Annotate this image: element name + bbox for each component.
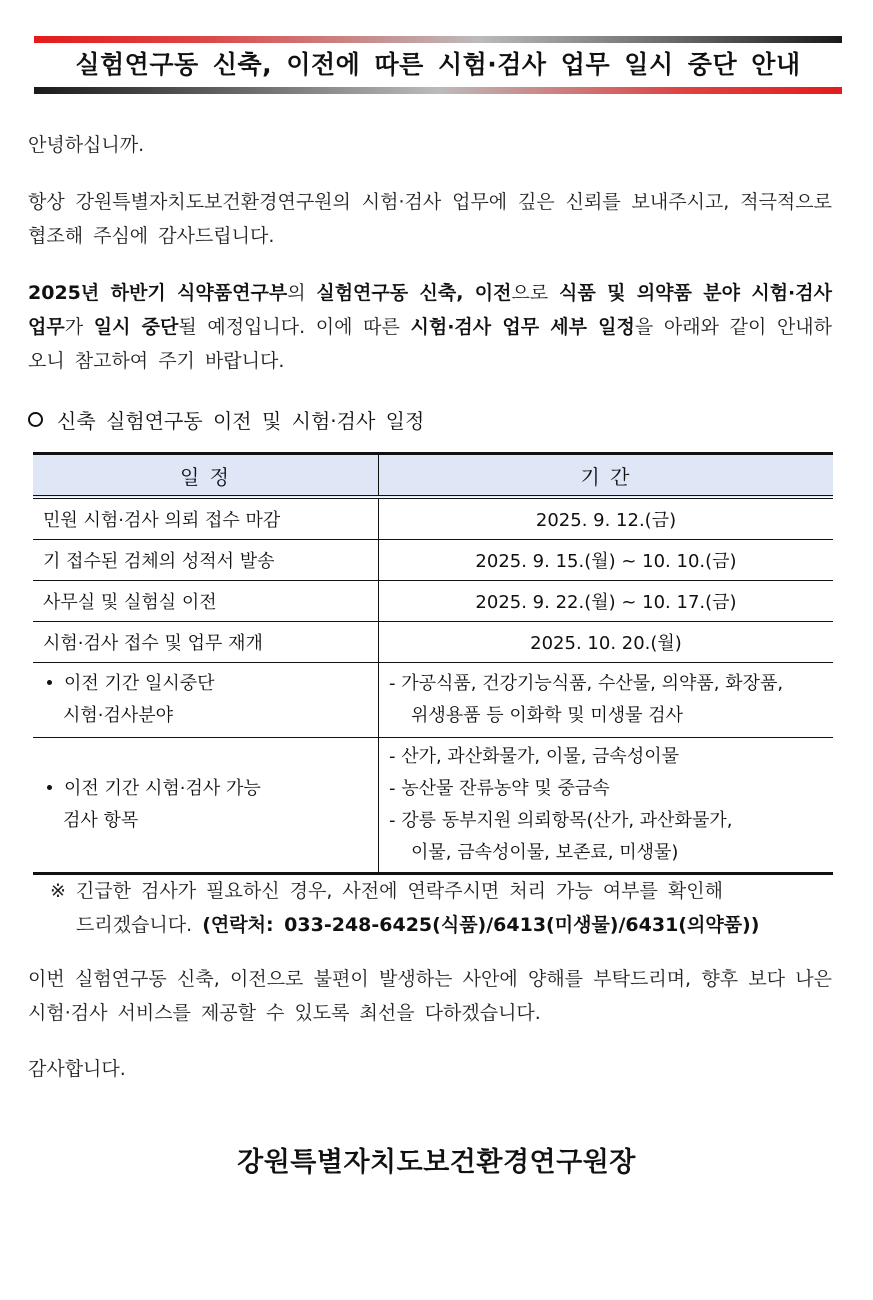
intro-paragraph: 항상 강원특별자치도보건환경연구원의 시험·검사 업무에 깊은 신뢰를 보내주시고, 적극적으로 협조해 주심에 감사드립니다. (28, 191, 832, 247)
table-row (33, 622, 833, 663)
title-top-rule (34, 36, 842, 43)
table-header-row (33, 454, 833, 498)
available-item: - 강릉 동부지원 의뢰항목(산가, 과산화물가, (389, 810, 733, 831)
suspended-label-line1: 이전 기간 일시중단 (64, 673, 215, 694)
schedule-cell: 사무실 및 실험실 이전 (33, 581, 379, 622)
thanks-text: 감사합니다. (28, 1058, 126, 1080)
title-bottom-rule (34, 87, 842, 94)
greeting: 안녕하십니까. (28, 134, 145, 156)
emphasis-affected-fields: 식품 및 의약품 분야 시험·검사 업무 (28, 282, 832, 338)
circle-bullet-icon (28, 412, 43, 427)
period-cell: 2025. 9. 12.(금) (535, 510, 677, 531)
schedule-cell: 시험·검사 접수 및 업무 재개 (33, 622, 379, 663)
title-banner (34, 36, 842, 94)
emphasis-suspension: 일시 중단 (93, 316, 179, 338)
table-row (33, 581, 833, 622)
header-period: 기 간 (379, 454, 834, 498)
text-fragment: 가 (64, 316, 94, 338)
available-item: - 농산물 잔류농약 및 중금속 (389, 778, 610, 799)
table-row-available (33, 738, 833, 874)
signature: 강원특별자치도보건환경연구원장 (237, 1147, 636, 1178)
emphasis-relocation: 실험연구동 신축, 이전 (316, 282, 512, 304)
emphasis-period-dept: 2025년 하반기 식약품연구부 (28, 282, 288, 304)
schedule-cell: 기 접수된 검체의 성적서 발송 (33, 540, 379, 581)
header-schedule: 일 정 (33, 454, 379, 498)
available-label-line1: 이전 기간 시험·검사 가능 (64, 778, 261, 799)
table-row (33, 497, 833, 540)
available-item-continuation: 이물, 금속성이물, 보존료, 미생물) (411, 842, 679, 863)
suspended-detail-line1: - 가공식품, 건강기능식품, 수산물, 의약품, 화장품, (389, 673, 784, 694)
suspended-label-line2: 시험·검사분야 (63, 705, 174, 726)
period-cell: 2025. 9. 22.(월) ~ 10. 17.(금) (379, 581, 834, 622)
suspended-detail-cell (379, 663, 834, 738)
closing-paragraph: 이번 실험연구동 신축, 이전으로 불편이 발생하는 사안에 양해를 부탁드리며, 향후 보다 나은 시험·검사 서비스를 제공할 수 있도록 최선을 다하겠습니다. (28, 968, 832, 1024)
announcement-paragraph (28, 276, 832, 378)
note-line1: ※ 긴급한 검사가 필요하신 경우, 사전에 연락주시면 처리 가능 여부를 확인해 (50, 880, 723, 902)
available-item: - 산가, 과산화물가, 이물, 금속성이물 (389, 746, 679, 767)
bullet-icon (47, 785, 52, 790)
period-cell: 2025. 10. 20.(월) (379, 622, 834, 663)
emphasis-schedule: 시험·검사 업무 세부 일정 (410, 316, 635, 338)
contact-info: (연락처: 033-248-6425(식품)/6413(미생물)/6431(의약품)) (202, 914, 760, 936)
urgent-note (50, 874, 832, 942)
schedule-cell: 민원 시험·검사 의뢰 접수 마감 (33, 497, 379, 540)
schedule-table (33, 452, 833, 875)
suspended-detail-line2: 위생용품 등 이화학 및 미생물 검사 (411, 705, 684, 726)
text-fragment: 될 예정입니다. 이에 따른 (178, 316, 411, 338)
document-title: 실험연구동 신축, 이전에 따른 시험·검사 업무 일시 중단 안내 (75, 50, 801, 79)
table-row-suspended (33, 663, 833, 738)
section-heading (28, 404, 424, 438)
period-cell: 2025. 9. 15.(월) ~ 10. 10.(금) (379, 540, 834, 581)
available-label-line2: 검사 항목 (63, 810, 139, 831)
available-items-cell (379, 738, 834, 874)
section-heading-text: 신축 실험연구동 이전 및 시험·검사 일정 (57, 409, 425, 433)
suspended-label-cell (33, 663, 379, 738)
table-row (33, 540, 833, 581)
text-fragment: 을 아래와 같이 안내하오니 참고하여 주기 바랍니다. (28, 316, 833, 372)
note-line2 (50, 908, 832, 942)
text-fragment: 으로 (511, 282, 560, 304)
bullet-icon (47, 680, 52, 685)
text-fragment: 의 (287, 282, 317, 304)
available-label-cell (33, 738, 379, 874)
note-line2-text: 드리겠습니다. (76, 914, 203, 936)
